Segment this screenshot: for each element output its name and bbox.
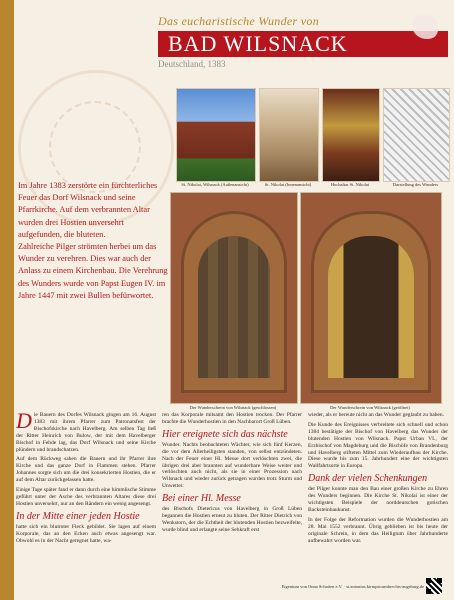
article-paragraph: der Pilger konnte man den Bau einer großen Kirche zu Ehren des Wunders beginnen. Die Kirche St. Nikolai ist einer der wichtigsten Beispiele der norddeutschen gotischen Backsteinbaukunst. <box>308 486 448 513</box>
church-interior-photo <box>259 88 319 182</box>
subtitle: Das eucharistische Wunder von <box>158 14 320 28</box>
intro-paragraph: Im Jahre 1383 zerstörte ein fürchterliches Feuer das Dorf Wilsnack und seine Pfarrkirche. Auf dem verbrannten Altar wurden drei Hostien unversehrt aufgefunden, die bluteten. <box>18 181 158 239</box>
article-column-2 <box>162 412 302 574</box>
article-paragraph: In der Folge der Reformation wurden die Wunderhostien am 28. Mai 1552 verbrannt. Übrig geblieben ist bis heute der originale Schrein, in dem das Heiligtum über Jahrhunderte aufbewahrt worden war. <box>308 516 448 544</box>
miracle-woodcut-image <box>383 88 450 182</box>
article-column-3 <box>308 412 448 574</box>
section-heading: Bei einer Hl. Messe <box>162 493 241 505</box>
article-paragraph: Wunder. Nachts beobachteten Wächter, wie sich fünf Kerzen, die vor dem Allerheiligsten standen, von selbst entzündeten. Nach der Feuer einer Hl. Messe dort verlöschten zwei, die übrigen drei aber brannten auf wunderbare Weise weiter und verlöschten auch nicht, als sie in einer Prozession nach Wilsnack und wieder zurück getragen wurden trotz Sturm und Unwetter. <box>162 441 302 490</box>
article-columns <box>16 412 448 574</box>
article-paragraph: wieder, als er bereute nicht an das Wunder geglaubt zu haben. <box>308 412 444 418</box>
church-exterior-photo <box>176 88 256 182</box>
section-heading: In der Mitte einer jeden Hostie <box>16 510 140 522</box>
door-caption: Der Wunderschrein von Wilsnack (geschlossen) <box>189 405 277 410</box>
article-paragraph: Die Kunde des Ereignisses verbreitete sich schnell und schon 1384 bestätigte der Bischof von Havelberg das Wunder der blutenden Hostien von Wilsnack. Papst Urban VI., der Erzbischof von Magdeburg und die Bischöfe von Brandenburg und Havelberg stifteten Mittel zum Wiederaufbau der Kirche. Diese wurde bis zum 15. Jahrhundert eine der wichtigsten Wallfahrtsorte in Europa. <box>308 421 448 470</box>
article-paragraph: Einige Tage später fand er dann durch eine himmlische Stimme geführt unter der Asche des verbrannten Altares diese drei Hostien unversehrt, nur an den Rändern ein wenig angesengt. <box>16 487 156 507</box>
title-bar <box>158 31 448 57</box>
shrine-closed-photo <box>170 192 298 404</box>
intro-text <box>18 180 168 302</box>
section-heading: Dank der vielen Schenkungen <box>308 473 428 485</box>
page-title: BAD WILSNACK <box>168 31 348 56</box>
country-year: Deutschland, 1383 <box>158 59 226 69</box>
footer-credit: Eigentum von Onna Schatten e.V. · st.antonius.kirmpsturmbrechts-augsburg.de <box>281 584 424 589</box>
article-paragraph: ren das Korporale mitsamt den Hostien trocken. Der Pfarrer brachte die Wunderhostien in den Nachbarort Groß Lüben. <box>162 412 302 425</box>
section-heading: Hier ereignete sich das nächste <box>162 428 288 440</box>
article-paragraph: ie Bauern des Dorfes Wilsnack gingen am 16. August 1383 mit ihrem Pfarrer zum Patronatsfest der Bischofskirche nach Havelberg. Am selben Tag ließ der Ritter Heinrich von Bulow, der mit dem Havelberger Bischof in Fehde lag, das Dorf Wilsnack und seine Kirche plündern und brandschatzen. <box>16 412 156 453</box>
shrine-open-photo <box>300 192 442 404</box>
article-paragraph: hatte sich ein blutroter Fleck gebildet. Sie lagen auf einem Korporale, das an den Ecken auch etwas angesengt war. Obwohl es in der Nacht geregnet hatte, wa- <box>16 523 156 544</box>
photo-caption: Darstellung des Wunders <box>392 182 439 187</box>
article-paragraph: des Bischofs Dietericus von Havelberg in Groß Lüben begannen die Hostien erneut zu bluten. Der Ritter Dietrich von Wenkstorn, der die Echtheit der blutenden Hostien bezweifelte, wurde blind und erlangte seine Sehkraft erst <box>162 506 302 533</box>
article-paragraph: Auf dem Rückweg sahen die Bauern und ihr Pfarrer ihre Kirche und das ganze Dorf in Flammen stehen. Pfarrer Johannes sorgte sich um die drei konsekrierten Hostien, die er auf dem Altar zurückgelassen hatte. <box>16 456 156 484</box>
qr-code-icon <box>426 578 442 594</box>
photo-caption: St. Nikolai, Wilsnack (Außenansicht) <box>181 182 249 187</box>
high-altar-photo <box>322 88 380 182</box>
header <box>158 14 448 69</box>
decorative-band <box>0 0 14 600</box>
photo-caption: St. Nikolai (Innenansicht) <box>264 182 312 187</box>
germany-map-icon <box>412 15 438 39</box>
dropcap: D <box>16 412 32 433</box>
door-caption: Der Wunderschrein von Wilsnack (geöffnet) <box>330 405 410 410</box>
intro-paragraph: Zahlreiche Pilger strömten herbei um das Wunder zu verehren. Dies war auch der Anlass zu einem Kirchenbau. Die Verehrung des Wunders wurde von Papst Eugen IV. im Jahre 1447 mit zwei Bullen befürwortet. <box>18 242 168 300</box>
article-column-1 <box>16 412 156 574</box>
photo-caption: Hochaltar St. Nikolai <box>330 182 370 187</box>
